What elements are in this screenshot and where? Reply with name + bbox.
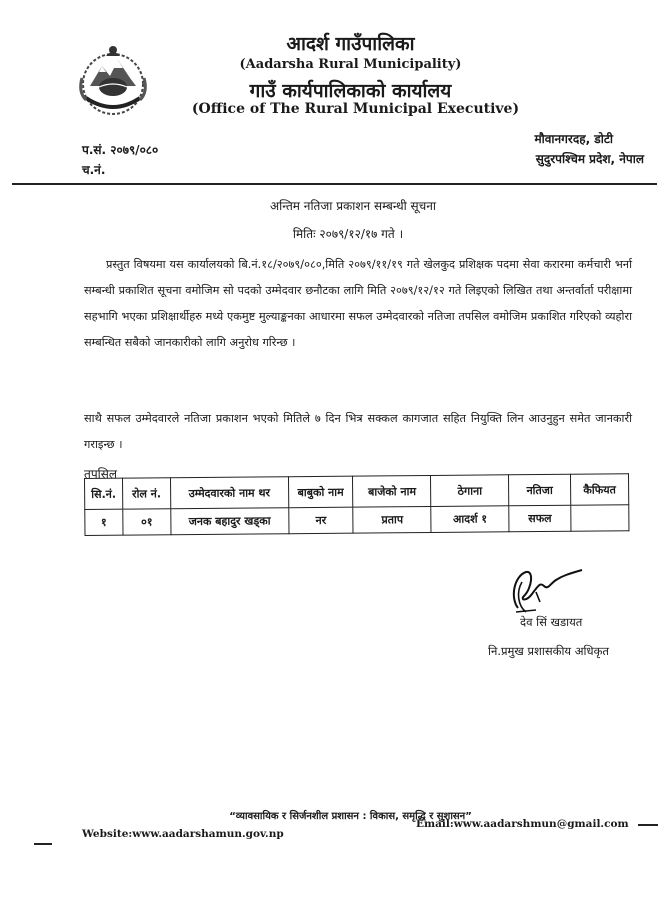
edge-mark-left — [34, 843, 52, 845]
cell-name: जनक बहादुर खड्का — [171, 508, 289, 535]
office-name-np: गाउँ कार्यपालिकाको कार्यालय — [249, 80, 452, 102]
annex-label: तपसिल — [84, 467, 118, 481]
signature-icon — [496, 562, 586, 617]
address-line-1: मौवानगरदह, डोटी — [534, 132, 613, 146]
notice-title: अन्तिम नतिजा प्रकाशन सम्बन्धी सूचना — [269, 199, 436, 213]
footer-website: Website:www.aadarshamun.gov.np — [82, 828, 284, 840]
column-header-result: नतिजा — [509, 474, 571, 506]
column-header-address: ठेगाना — [431, 475, 509, 507]
signatory-name: देव सिं खडायत — [520, 615, 583, 629]
office-name-en: (Office of The Rural Municipal Executive) — [191, 101, 520, 117]
column-header-sn: सि.नं. — [85, 478, 123, 509]
header-divider — [12, 183, 657, 185]
column-header-roll: रोल नं. — [122, 478, 170, 509]
cell-sn: १ — [85, 509, 123, 535]
reference-number: प.सं. २०७९/०८० — [82, 143, 159, 157]
column-header-remarks: कैफियत — [570, 474, 628, 506]
cell-father: नर — [288, 507, 353, 534]
column-header-grandfather: बाजेको नाम — [353, 475, 431, 507]
column-header-father: बाबुको नाम — [288, 476, 353, 508]
table-row — [85, 505, 629, 536]
notice-paragraph-2: साथै सफल उम्मेदवारले नतिजा प्रकाशन भएको मितिले ७ दिन भित्र सक्कल कागजात सहित नियुक्ति लिन आउनुहुन समेत जानकारी गराइन्छ । — [84, 412, 632, 451]
municipality-name-np: आदर्श गाउँपालिका — [286, 33, 415, 55]
signatory-designation: नि.प्रमुख प्रशासकीय अधिकृत — [488, 644, 609, 658]
results-table — [84, 473, 629, 536]
address-line-2: सुदुरपश्चिम प्रदेश, नेपाल — [535, 152, 644, 166]
dispatch-number: च.नं. — [82, 163, 106, 177]
cell-result: सफल — [509, 505, 571, 532]
edge-mark-right — [638, 824, 658, 826]
cell-remarks — [571, 505, 629, 532]
footer-email: Email:www.aadarshmun@gmail.com — [416, 818, 629, 830]
cell-address: आदर्श १ — [431, 506, 509, 533]
notice-date: मितिः २०७९/१२/१७ गते । — [292, 227, 404, 241]
notice-paragraph-1: प्रस्तुत विषयमा यस कार्यालयको बि.नं.१८/२०७९/०८०,मिति २०७९/११/१९ गते खेलकुद प्रशिक्षक पदमा सेवा करारमा कर्मचारी भर्ना सम्बन्धी प्रकाशित सूचना वमोजिम सो पदको उम्मेदवार छनौटका लागि मिति २०७९/१२/१२ गते लिइएको लिखित तथा अन्तर्वार्ता परीक्षामा सहभागि भएका प्रशिक्षार्थीहरु मध्ये एकमुष्ट मुल्याङ्कनका आधारमा सफल उम्मेदवारको नतिजा तपसिल वमोजिम प्रकाशित गरिएको व्यहोरा सम्बन्धित सबैको जानकारीको लागि अनुरोध गरिन्छ । — [84, 258, 632, 349]
cell-grandfather: प्रताप — [353, 506, 431, 533]
municipality-name-en: (Aadarsha Rural Municipality) — [239, 57, 462, 72]
table-header-row — [85, 474, 629, 510]
footer-slogan: “व्यावसायिक र सिर्जनशील प्रशासन : विकास, समृद्धि र सुशासन” — [229, 811, 472, 822]
column-header-name: उम्मेदवारको नाम थर — [170, 477, 288, 509]
cell-roll: ०१ — [123, 509, 171, 535]
